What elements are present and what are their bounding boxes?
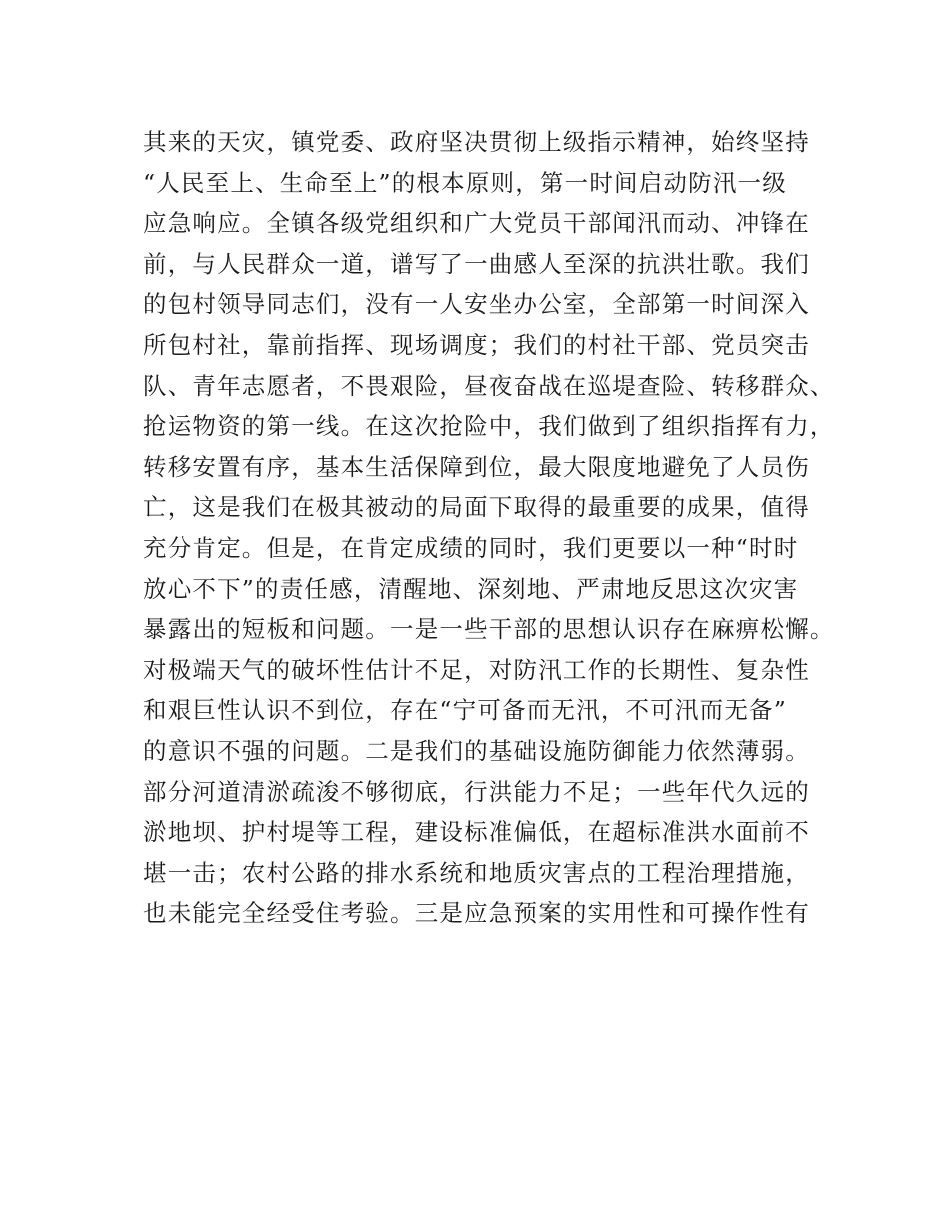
text-line: 应急响应。全镇各级党组织和广大党员干部闻汛而动、冲锋在 bbox=[143, 209, 810, 238]
text-line: 队、青年志愿者，不畏艰险，昼夜奋战在巡堤查险、转移群众、 bbox=[143, 371, 835, 400]
text-line: 前，与人民群众一道，谱写了一曲感人至深的抗洪壮歌。我们 bbox=[143, 249, 810, 278]
text-line: 也未能完全经受住考验。三是应急预案的实用性和可操作性有 bbox=[143, 899, 810, 928]
text-line: “人民至上、生命至上”的根本原则，第一时间启动防汛一级 bbox=[143, 168, 787, 197]
text-line: 所包村社，靠前指挥、现场调度；我们的村社干部、党员突击 bbox=[143, 330, 810, 359]
text-line: 抢运物资的第一线。在这次抢险中，我们做到了组织指挥有力， bbox=[143, 412, 835, 441]
body-text bbox=[143, 122, 843, 934]
text-line: 暴露出的短板和问题。一是一些干部的思想认识存在麻痹松懈。 bbox=[143, 615, 835, 644]
text-line: 和艰巨性认识不到位，存在“宁可备而无汛，不可汛而无备” bbox=[143, 696, 787, 725]
text-line: 的意识不强的问题。二是我们的基础设施防御能力依然薄弱。 bbox=[143, 736, 810, 765]
text-line: 堪一击；农村公路的排水系统和地质灾害点的工程治理措施， bbox=[143, 858, 810, 887]
text-line: 淤地坝、护村堤等工程，建设标准偏低，在超标准洪水面前不 bbox=[143, 818, 810, 847]
text-line: 部分河道清淤疏浚不够彻底，行洪能力不足；一些年代久远的 bbox=[143, 777, 810, 806]
text-line: 对极端天气的破坏性估计不足，对防汛工作的长期性、复杂性 bbox=[143, 655, 810, 684]
text-line: 的包村领导同志们，没有一人安坐办公室，全部第一时间深入 bbox=[143, 290, 810, 319]
text-line: 放心不下”的责任感，清醒地、深刻地、严肃地反思这次灾害 bbox=[143, 574, 799, 603]
text-line: 其来的天灾，镇党委、政府坚决贯彻上级指示精神，始终坚持 bbox=[143, 128, 810, 156]
text-line: 充分肯定。但是，在肯定成绩的同时，我们更要以一种“时时 bbox=[143, 533, 799, 562]
text-line: 亡，这是我们在极其被动的局面下取得的最重要的成果，值得 bbox=[143, 493, 810, 522]
text-line: 转移安置有序，基本生活保障到位，最大限度地避免了人员伤 bbox=[143, 452, 810, 481]
